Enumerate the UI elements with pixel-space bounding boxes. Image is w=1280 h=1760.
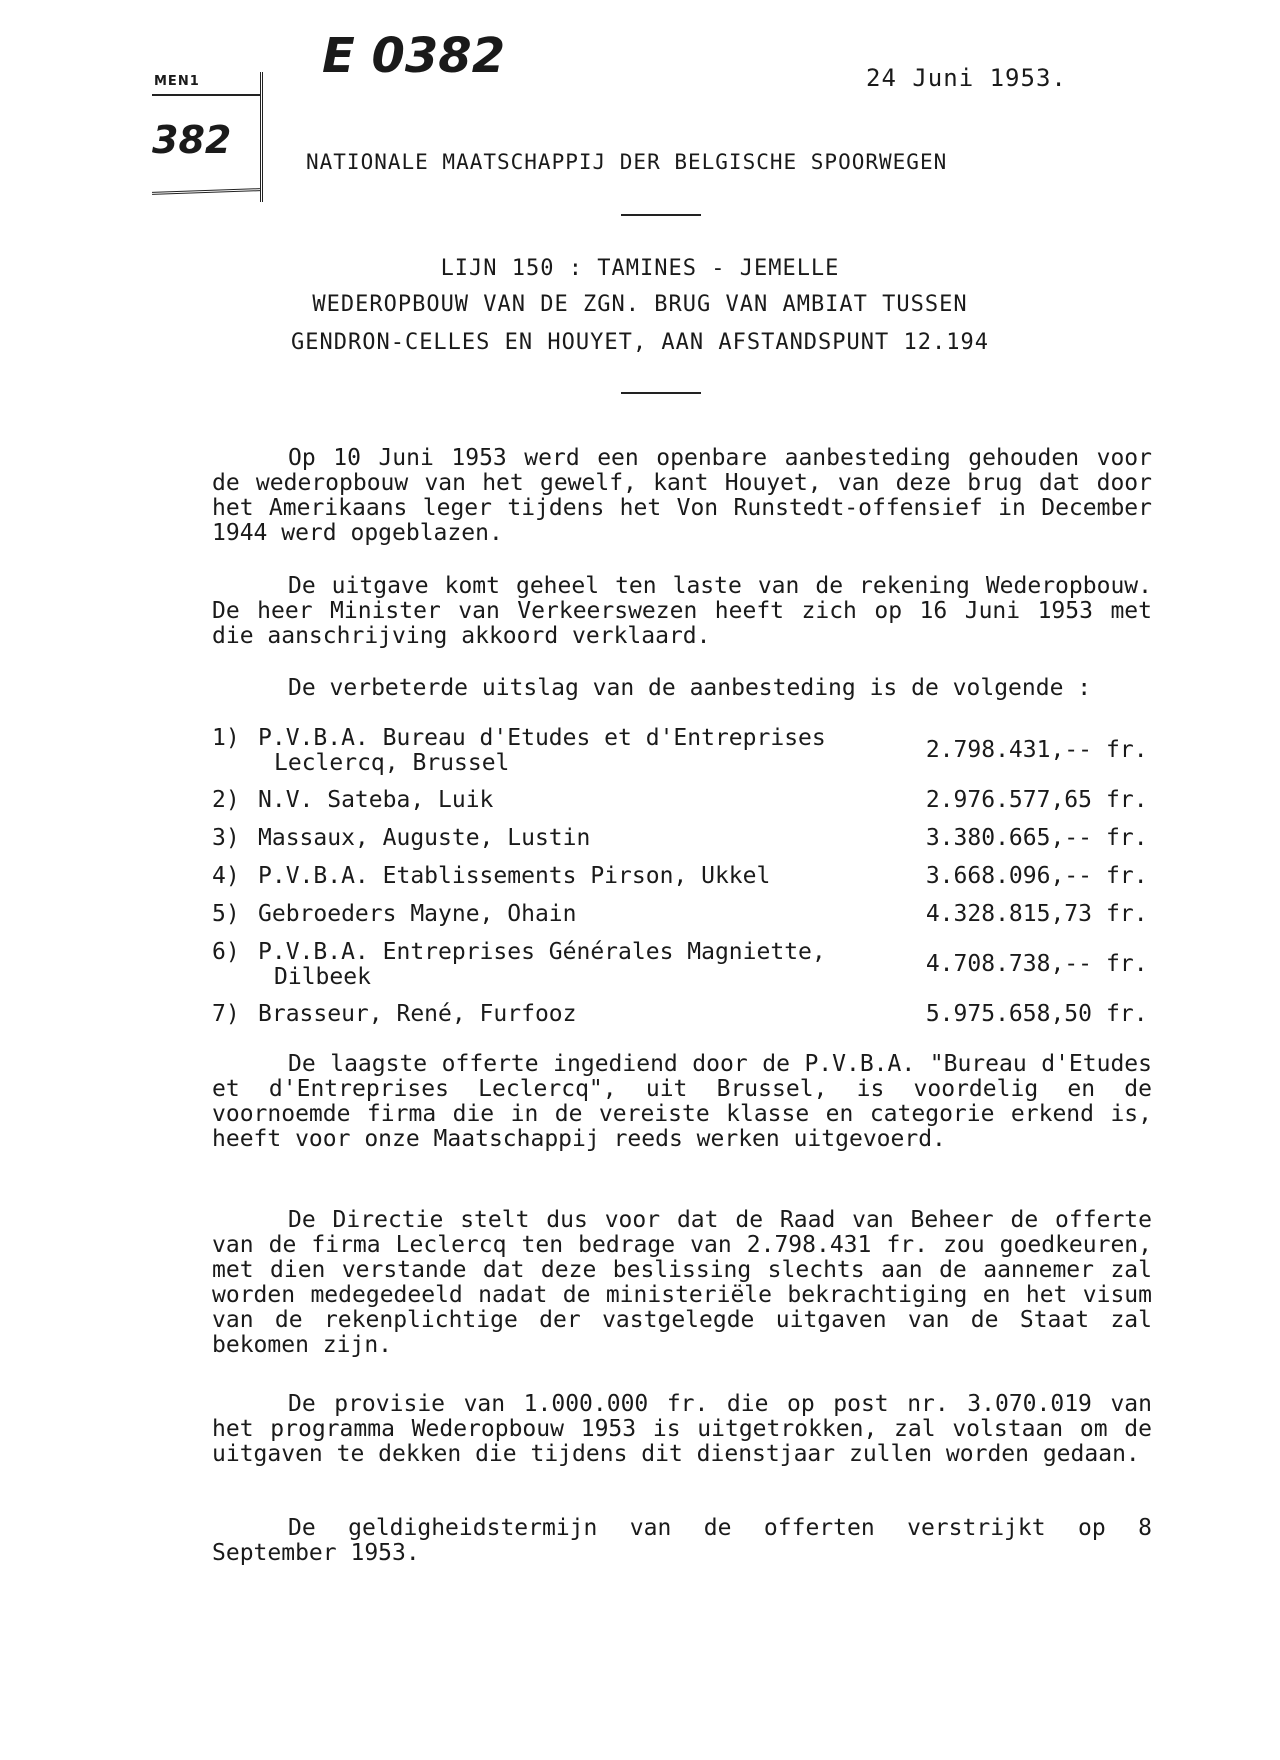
result-number: 1) (212, 725, 240, 751)
result-number: 3) (212, 825, 240, 851)
result-currency: fr. (1106, 787, 1148, 813)
paragraph-results-intro: De verbeterde uitslag van de aanbesteding is de volgende : (288, 675, 1092, 701)
paragraph-tender: Op 10 Juni 1953 werd een openbare aanbesteding gehouden voor de wederopbouw van het gewelf, kant Houyet, van deze brug dat door het Amerikaans leger tijdens het Von Runstedt-offensief in December 1944 werd opgeblazen. (212, 445, 1152, 546)
result-currency: fr. (1106, 863, 1148, 889)
result-amount: 4.328.815,73 (925, 901, 1092, 927)
result-bidder: P.V.B.A. Entreprises Générales Magniette, Dilbeek (258, 939, 826, 990)
result-bidder: N.V. Sateba, Luik (258, 787, 494, 813)
heading-line-3: GENDRON-CELLES EN HOUYET, AAN AFSTANDSPUNT 12.194 (290, 330, 989, 355)
paragraph-validity: De geldigheidstermijn van de offerten verstrijkt op 8 September 1953. (212, 1515, 1152, 1566)
result-number: 4) (212, 863, 240, 889)
result-bidder: P.V.B.A. Etablissements Pirson, Ukkel (258, 863, 771, 889)
stamp-rule (152, 94, 260, 96)
result-number: 5) (212, 901, 240, 927)
paragraph-lowest-offer: De laagste offerte ingediend door de P.V.B.A. "Bureau d'Etudes et d'Entreprises Leclercq", uit Brussel, is voordelig en de voornoemde firma die in de vereiste klasse en categorie erkend is, heeft voor onze Maatschappij reeds werken uitgevoerd. (212, 1051, 1152, 1152)
result-bidder: Massaux, Auguste, Lustin (258, 825, 591, 851)
result-amount: 2.976.577,65 (925, 787, 1092, 813)
company-name: NATIONALE MAATSCHAPPIJ DER BELGISCHE SPOORWEGEN (306, 150, 948, 174)
reference-code: E 0382 (322, 28, 506, 84)
heading-line-1: LIJN 150 : TAMINES - JEMELLE (440, 256, 840, 281)
result-number: 2) (212, 787, 240, 813)
stamp-rule-bottom (152, 188, 260, 195)
result-currency: fr. (1106, 951, 1148, 977)
result-currency: fr. (1106, 1001, 1148, 1027)
result-amount: 3.668.096,-- (925, 863, 1092, 889)
paragraph-provision: De provisie van 1.000.000 fr. die op post nr. 3.070.019 van het programma Wederopbouw 1953 is uitgetrokken, zal volstaan om de uitgaven te dekken die tijdens dit dienstjaar zullen worden gedaan. (212, 1391, 1152, 1467)
result-currency: fr. (1106, 737, 1148, 763)
paragraph-expense: De uitgave komt geheel ten laste van de rekening Wederopbouw. De heer Minister van Verkeerswezen heeft zich op 16 Juni 1953 met die aanschrijving akkoord verklaard. (212, 573, 1152, 649)
separator-rule (621, 214, 701, 216)
result-amount: 5.975.658,50 (925, 1001, 1092, 1027)
document-date: 24 Juni 1953. (866, 64, 1067, 92)
result-number: 7) (212, 1001, 240, 1027)
heading-line-2: WEDEROPBOUW VAN DE ZGN. BRUG VAN AMBIAT TUSSEN (312, 292, 968, 317)
result-bidder: P.V.B.A. Bureau d'Etudes et d'Entreprises Leclercq, Brussel (258, 725, 826, 776)
result-currency: fr. (1106, 825, 1148, 851)
archive-stamp (152, 72, 263, 202)
result-amount: 3.380.665,-- (925, 825, 1092, 851)
stamp-number: 382 (152, 118, 232, 162)
stamp-top-text: MEN1 (154, 74, 200, 89)
result-bidder: Brasseur, René, Furfooz (258, 1001, 577, 1027)
result-amount: 4.708.738,-- (925, 951, 1092, 977)
result-currency: fr. (1106, 901, 1148, 927)
result-amount: 2.798.431,-- (925, 737, 1092, 763)
separator-rule (621, 392, 701, 394)
paragraph-proposal: De Directie stelt dus voor dat de Raad van Beheer de offerte van de firma Leclercq ten bedrage van 2.798.431 fr. zou goedkeuren, met dien verstande dat deze beslissing slechts aan de aannemer zal worden medegedeeld nadat de ministeriële bekrachtiging en het visum van de rekenplichtige der vastgelegde uitgaven van de Staat zal bekomen zijn. (212, 1207, 1152, 1358)
result-bidder: Gebroeders Mayne, Ohain (258, 901, 577, 927)
result-number: 6) (212, 939, 240, 965)
